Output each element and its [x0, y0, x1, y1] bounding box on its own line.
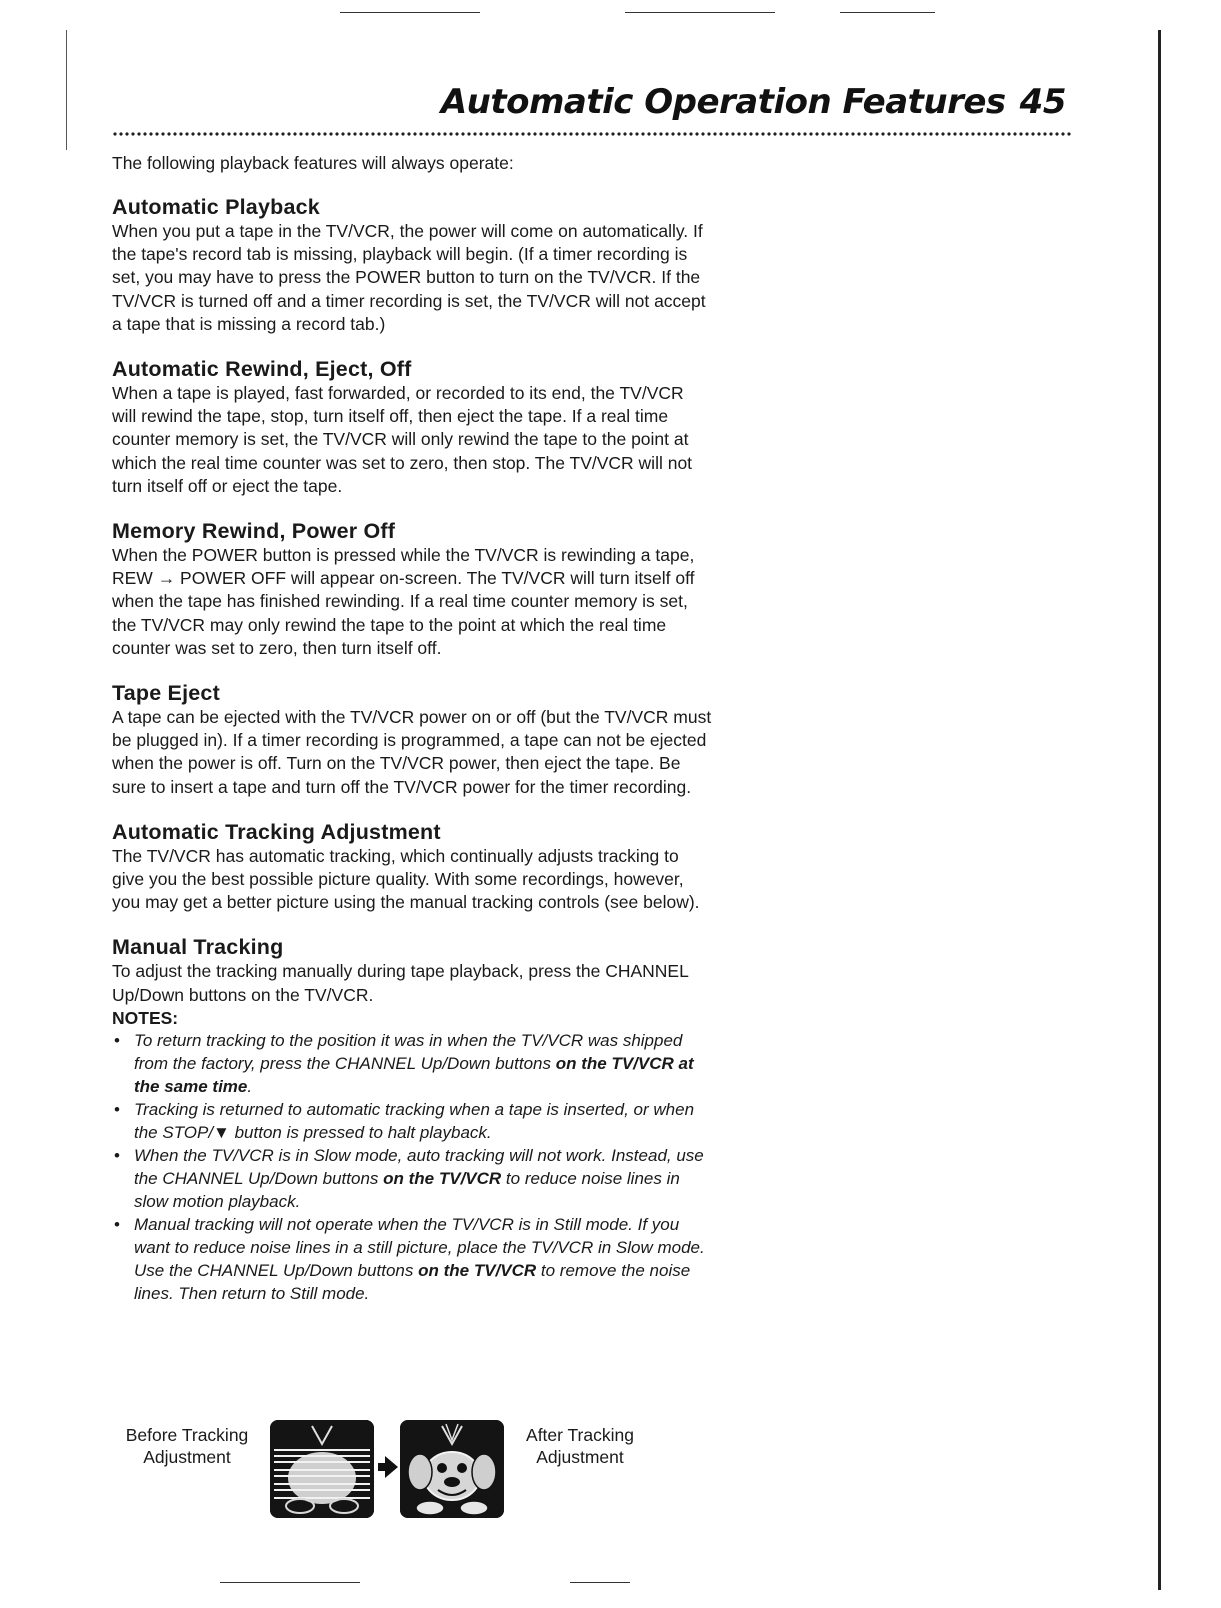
- section-heading: Automatic Playback: [112, 195, 320, 219]
- page-content: [112, 152, 712, 1305]
- notes-list: [112, 1029, 712, 1305]
- scan-artifact-line: [570, 1582, 630, 1583]
- arrow-right-icon: [378, 1456, 398, 1478]
- scan-artifact-mark: [66, 30, 67, 150]
- before-tracking-image: [270, 1420, 374, 1518]
- page-title: [441, 82, 1066, 122]
- note-item: • When the TV/VCR is in Slow mode, auto tracking will not work. Instead, use the CHANNEL Up/Down buttons on the TV/VCR to reduce noise lines in slow motion playback.: [112, 1144, 712, 1213]
- page-number: 45: [1019, 82, 1066, 122]
- scan-artifact-line: [340, 12, 480, 13]
- section-automatic-rewind: [112, 356, 712, 498]
- intro-text: The following playback features will always operate:: [112, 153, 514, 173]
- section-body: When a tape is played, fast forwarded, or recorded to its end, the TV/VCR will rewind the tape, stop, turn itself off, then eject the tape. If a real time counter memory is set, the TV/VCR will only rewind the tape to the point at which the real time counter was set to zero, then stop. The TV/VCR will not turn itself off or eject the tape.: [112, 383, 693, 496]
- tracking-figure: [112, 1418, 672, 1528]
- scan-artifact-line: [840, 12, 935, 13]
- note-item: • Manual tracking will not operate when the TV/VCR is in Still mode. If you want to reduce noise lines in a still picture, place the TV/VCR in Slow mode. Use the CHANNEL Up/Down buttons on the TV/VCR to remove the noise lines. Then return to Still mode.: [112, 1213, 712, 1305]
- section-manual-tracking: [112, 934, 712, 1304]
- section-body: To adjust the tracking manually during tape playback, press the CHANNEL Up/Down buttons on the TV/VCR.: [112, 961, 689, 1005]
- section-body: A tape can be ejected with the TV/VCR power on or off (but the TV/VCR must be plugged in). If a timer recording is programmed, a tape can not be ejected when the power is off. Turn on the TV/VCR power, then eject the tape. Be sure to insert a tape and turn off the TV/VCR power for the timer recording.: [112, 707, 712, 797]
- section-automatic-playback: [112, 194, 712, 336]
- section-automatic-tracking: [112, 819, 712, 915]
- notes-heading: NOTES:: [112, 1007, 179, 1028]
- section-body: When you put a tape in the TV/VCR, the power will come on automatically. If the tape's record tab is missing, playback will begin. (If a timer recording is set, you may have to press the POWER button to turn on the TV/VCR. If the TV/VCR is turned off and a timer recording is set, the TV/VCR will not accept a tape that is missing a record tab.): [112, 221, 706, 334]
- page-edge-bar: [1158, 30, 1161, 1590]
- section-heading: Memory Rewind, Power Off: [112, 519, 396, 544]
- before-caption: Before Tracking Adjustment: [125, 1425, 249, 1467]
- scan-artifact-line: [625, 12, 775, 13]
- section-heading: Automatic Tracking Adjustment: [112, 819, 441, 844]
- section-heading: Tape Eject: [112, 681, 220, 706]
- section-heading: Automatic Rewind, Eject, Off: [112, 357, 412, 382]
- after-caption: After Tracking Adjustment: [526, 1425, 634, 1467]
- after-tracking-image: [400, 1420, 504, 1518]
- section-body: When the POWER button is pressed while the TV/VCR is rewinding a tape, REW → POWER OFF will appear on-screen. The TV/VCR will turn itself off when the tape has finished rewinding. If a real time counter memory is set, the TV/VCR may only rewind the tape to the point at which the real time counter was set to zero, then turn itself off.: [112, 545, 695, 658]
- note-item: • To return tracking to the position it was in when the TV/VCR was shipped from the factory, press the CHANNEL Up/Down buttons on the TV/VCR at the same time.: [112, 1029, 712, 1098]
- dotted-divider: [112, 132, 1072, 136]
- note-item: • Tracking is returned to automatic tracking when a tape is inserted, or when the STOP/▼ button is pressed to halt playback.: [112, 1098, 712, 1144]
- page-title-text: Automatic Operation Features: [440, 82, 1006, 122]
- section-tape-eject: [112, 680, 712, 799]
- section-heading: Manual Tracking: [112, 935, 284, 960]
- scan-artifact-line: [220, 1582, 360, 1583]
- section-body: The TV/VCR has automatic tracking, which continually adjusts tracking to give you the best possible picture quality. With some recordings, however, you may get a better picture using the manual tracking controls (see below).: [112, 845, 700, 913]
- section-memory-rewind: [112, 518, 712, 660]
